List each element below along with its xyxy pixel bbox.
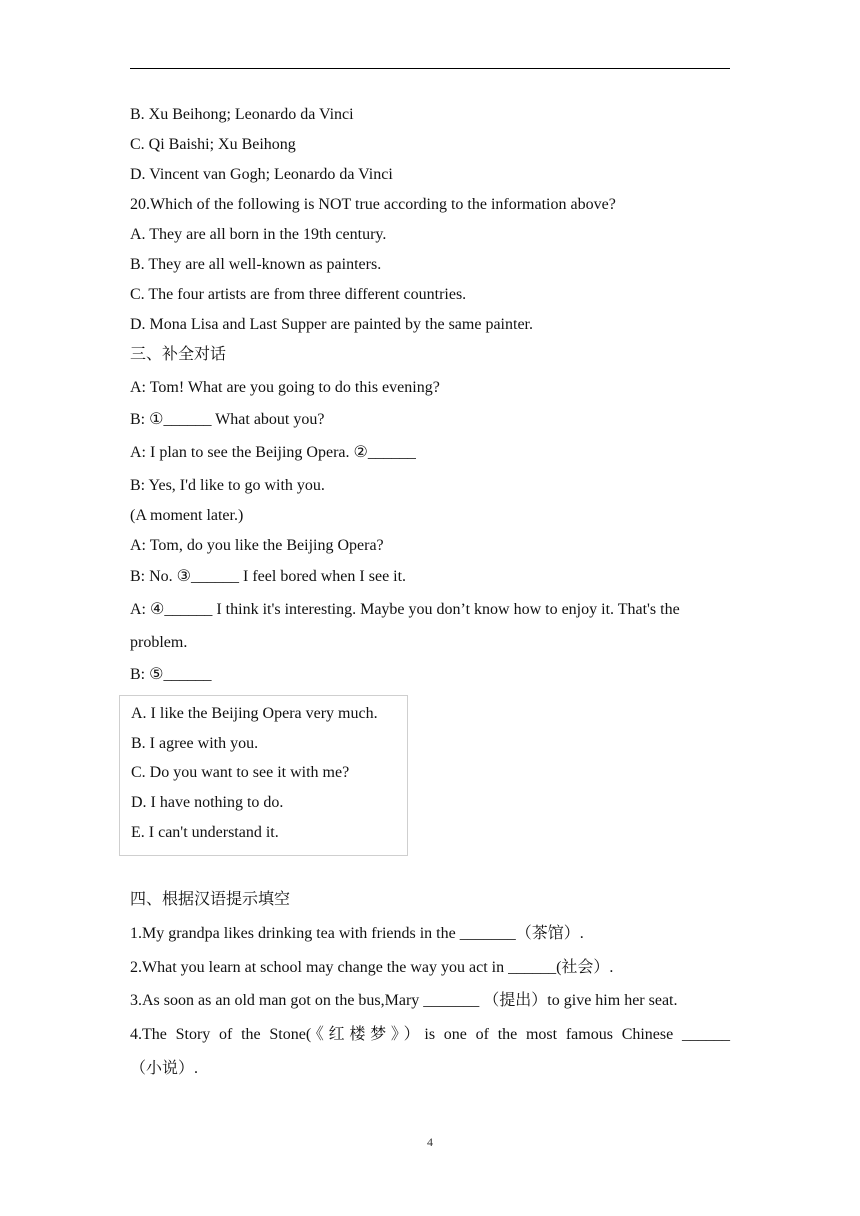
choice-a: A. I like the Beijing Opera very much. <box>131 705 378 722</box>
dialogue-line-1: A: Tom! What are you going to do this evening? <box>130 379 440 396</box>
section4-heading: 四、根据汉语提示填空 <box>130 891 291 908</box>
q20-option-c: C. The four artists are from three different countries. <box>130 286 467 303</box>
dialogue-line-8-continued: problem. <box>130 634 188 651</box>
choice-c: C. Do you want to see it with me? <box>131 764 350 781</box>
dialogue-line-8: A: ④______ I think it's interesting. Maybe you don’t know how to enjoy it. That's the <box>130 601 680 618</box>
fill-item-3: 3.As soon as an old man got on the bus,Mary _______ （提出）to give him her seat. <box>130 992 678 1009</box>
dialogue-line-7: B: No. ③______ I feel bored when I see it. <box>130 568 407 585</box>
q20-option-b: B. They are all well-known as painters. <box>130 256 382 273</box>
dialogue-line-3: A: I plan to see the Beijing Opera. ②______ <box>130 444 416 461</box>
dialogue-line-2: B: ①______ What about you? <box>130 411 325 428</box>
dialogue-choices-box <box>119 695 408 856</box>
header-rule <box>130 68 730 69</box>
q20-option-a: A. They are all born in the 19th century. <box>130 226 387 243</box>
q19-option-b: B. Xu Beihong; Leonardo da Vinci <box>130 106 354 123</box>
fill-item-2: 2.What you learn at school may change the way you act in ______(社会）. <box>130 959 614 976</box>
q19-option-d: D. Vincent van Gogh; Leonardo da Vinci <box>130 166 393 183</box>
dialogue-line-9: B: ⑤______ <box>130 666 212 683</box>
page-number: 4 <box>427 1135 433 1149</box>
q20-option-d: D. Mona Lisa and Last Supper are painted by the same painter. <box>130 316 533 333</box>
fill-item-1: 1.My grandpa likes drinking tea with friends in the _______（茶馆）. <box>130 925 584 942</box>
choice-e: E. I can't understand it. <box>131 824 279 841</box>
dialogue-line-5: (A moment later.) <box>130 507 244 524</box>
dialogue-line-4: B: Yes, I'd like to go with you. <box>130 477 325 494</box>
section3-heading: 三、补全对话 <box>130 346 227 363</box>
q20-question: 20.Which of the following is NOT true according to the information above? <box>130 196 616 213</box>
dialogue-line-6: A: Tom, do you like the Beijing Opera? <box>130 537 384 554</box>
choice-b: B. I agree with you. <box>131 735 259 752</box>
fill-item-4: 4.The Story of the Stone(《红楼梦》）is one of the most famous Chinese ______ <box>130 1026 730 1043</box>
fill-item-4-continued: （小说）. <box>130 1060 199 1077</box>
q19-option-c: C. Qi Baishi; Xu Beihong <box>130 136 296 153</box>
choice-d: D. I have nothing to do. <box>131 794 284 811</box>
